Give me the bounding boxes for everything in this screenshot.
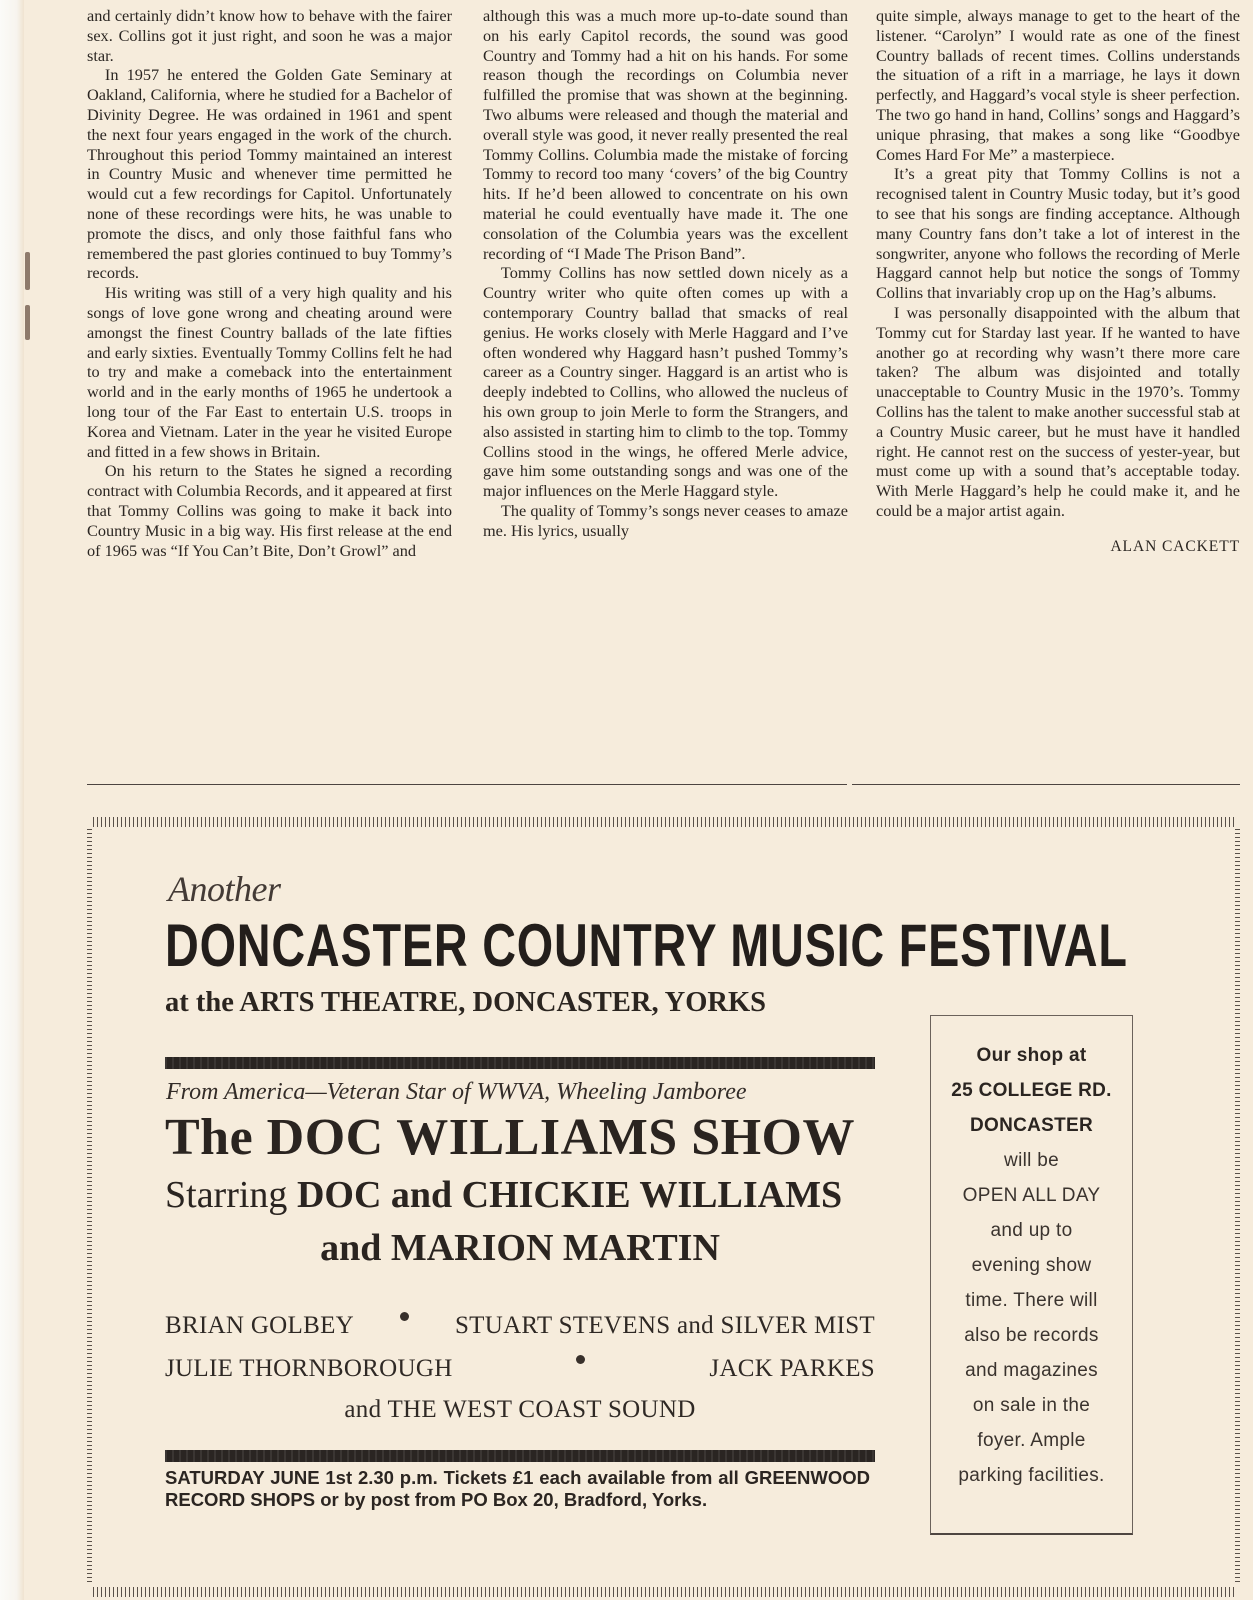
shop-info-box bbox=[930, 1015, 1133, 1535]
advert-support-line-1 bbox=[165, 1312, 875, 1340]
page-binding-edge bbox=[0, 0, 24, 1600]
frame-border-left bbox=[87, 829, 92, 1585]
article-column-3 bbox=[876, 6, 1240, 557]
advert-rule-bar bbox=[165, 1450, 875, 1462]
page-stain bbox=[25, 305, 30, 340]
starring-names: DOC and CHICKIE WILLIAMS bbox=[296, 1174, 843, 1216]
advert-and-marion: and MARION MARTIN bbox=[320, 1227, 720, 1269]
article-paragraph: although this was a much more up-to-date sound than on his early Capitol records, the sound was good Country and Tommy had a hit on his hands. For some reason though the recordings on Columbia never fulfilled the promise that was shown at the beginning. Two albums were released and though the material and overall style was good, it never really presented the real Tommy Collins. Columbia made the mistake of forcing Tommy to record too many ‘covers’ of the big Country hits. If he’d been allowed to concentrate on his own material he could eventually have made it. The one consolation of the Columbia years was the excellent recording of “I Made The Prison Band”. bbox=[483, 6, 848, 263]
article-byline: ALAN CACKETT bbox=[1110, 537, 1240, 555]
advert-kicker: Another bbox=[168, 869, 281, 909]
shop-line: OPEN ALL DAY bbox=[962, 1185, 1101, 1206]
advert-from-line: From America—Veteran Star of WWVA, Wheeling Jamboree bbox=[166, 1079, 747, 1105]
article-paragraph: and certainly didn’t know how to behave with the fairer sex. Collins got it just right, and soon he was a major star. bbox=[87, 6, 452, 65]
advert-rule-bar bbox=[165, 1057, 875, 1069]
frame-border-top bbox=[93, 817, 1234, 827]
frame-border-right bbox=[1235, 829, 1240, 1585]
advert-support-line-3: and THE WEST COAST SOUND bbox=[344, 1396, 696, 1423]
support-act: JULIE THORNBOROUGH bbox=[165, 1355, 453, 1382]
shop-line: will be bbox=[1004, 1150, 1059, 1171]
starring-prefix: Starring bbox=[165, 1174, 288, 1216]
article-paragraph: His writing was still of a very high quality and his songs of love gone wrong and cheating around were amongst the finest Country ballads of the late fifties and early sixties. Eventually Tommy Collins felt he had to try and make a comeback into the entertainment world and in the early months of 1965 he undertook a long tour of the Far East to entertain U.S. troops in Korea and Vietnam. Later in the year he visited Europe and fitted in a few shows in Britain. bbox=[87, 283, 452, 461]
section-divider bbox=[87, 784, 847, 785]
bullet-icon bbox=[576, 1355, 585, 1364]
shop-line: on sale in the bbox=[972, 1395, 1091, 1416]
article-paragraph: I was personally disappointed with the album that Tommy cut for Starday last year. If he wanted to have another go at recording why wasn’t there more care taken? The album was disjointed and totally unacceptable to Country Music in the 1970’s. Tommy Collins has the talent to make another successful stab at a Country Music career, but he must have it handled right. He cannot rest on the success of yester-year, but must come up with a sound that’s acceptable today. With Merle Haggard’s help he could make it, and he could be a major artist again. bbox=[876, 302, 1240, 520]
section-divider bbox=[852, 784, 1240, 785]
support-act: STUART STEVENS and SILVER MIST bbox=[454, 1312, 875, 1339]
support-act: JACK PARKES bbox=[709, 1355, 875, 1382]
shop-line: time. There will bbox=[965, 1290, 1098, 1311]
shop-line: evening show bbox=[971, 1255, 1092, 1276]
advert-show-name: The DOC WILLIAMS SHOW bbox=[165, 1109, 856, 1166]
bullet-icon bbox=[400, 1312, 409, 1321]
shop-line: DONCASTER bbox=[969, 1115, 1094, 1136]
article-paragraph: In 1957 he entered the Golden Gate Seminary at Oakland, California, where he studied for a Bachelor of Divinity Degree. He was ordained in 1961 and spent the next four years engaged in the work of the church. Throughout this period Tommy maintained an interest in Country Music and whenever time permitted he would cut a few recordings for Capitol. Unfortunately none of these recordings were hits, he was unable to promote the discs, and only those faithful fans who remembered the past glories continued to buy Tommy’s records. bbox=[87, 65, 452, 283]
shop-line: and magazines bbox=[965, 1360, 1098, 1381]
article-column-1 bbox=[87, 6, 452, 560]
frame-border-bottom bbox=[93, 1587, 1234, 1597]
advert-title: DONCASTER COUNTRY MUSIC FESTIVAL bbox=[165, 912, 1128, 979]
article-paragraph: It’s a great pity that Tommy Collins is not a recognised talent in Country Music today, but it’s good to see that his songs are finding acceptance. Although many Country fans don’t take a lot of interest in the songwriter, anyone who follows the recording of Merle Haggard cannot help but notice the songs of Tommy Collins that invariably crop up on the Hag’s albums. bbox=[876, 164, 1240, 303]
shop-line: 25 COLLEGE RD. bbox=[951, 1080, 1112, 1101]
shop-line: and up to bbox=[990, 1220, 1073, 1241]
advert-ticket-details: SATURDAY JUNE 1st 2.30 p.m. Tickets £1 each available from all GREENWOOD RECORD SHOPS or by post from PO Box 20, Bradford, Yorks. bbox=[165, 1467, 870, 1510]
article-paragraph: Tommy Collins has now settled down nicely as a Country writer who quite often comes up with a contemporary Country ballad that smacks of real genius. He works closely with Merle Haggard and I’ve often wondered why Haggard hasn’t pushed Tommy’s career as a Country singer. Haggard is an artist who is deeply indebted to Collins, who allowed the nucleus of his own group to join Merle to form the Strangers, and also assisted in starting him to climb to the top. Tommy Collins stood in the wings, he offered Merle advice, gave him some outstanding songs and was one of the major influences on the Merle Haggard style. bbox=[483, 263, 848, 501]
shop-line: Our shop at bbox=[976, 1045, 1087, 1066]
advert-starring bbox=[165, 1173, 842, 1217]
page-stain bbox=[25, 252, 30, 290]
article-column-2 bbox=[483, 6, 848, 541]
article-paragraph: The quality of Tommy’s songs never ceases to amaze me. His lyrics, usually bbox=[483, 500, 848, 540]
shop-line: foyer. Ample bbox=[977, 1430, 1086, 1451]
article-paragraph: On his return to the States he signed a recording contract with Columbia Records, and it appeared at first that Tommy Collins was going to make it back into Country Music in a big way. His first release at the end of 1965 was “If You Can’t Bite, Don’t Growl” and bbox=[87, 461, 452, 560]
advert-venue: at the ARTS THEATRE, DONCASTER, YORKS bbox=[165, 987, 767, 1018]
shop-line: parking facilities. bbox=[958, 1465, 1105, 1486]
support-act: BRIAN GOLBEY bbox=[165, 1312, 355, 1339]
shop-line: also be records bbox=[964, 1325, 1099, 1346]
article-paragraph: quite simple, always manage to get to the heart of the listener. “Carolyn” I would rate as one of the finest Country ballads of recent times. Collins understands the situation of a rift in a marriage, he lays it down perfectly, and Haggard’s vocal style is sheer perfection. The two go hand in hand, Collins’ songs and Haggard’s unique phrasing, that makes a song like “Goodbye Comes Hard For Me” a masterpiece. bbox=[876, 6, 1240, 164]
advert-support-line-2 bbox=[165, 1355, 875, 1383]
